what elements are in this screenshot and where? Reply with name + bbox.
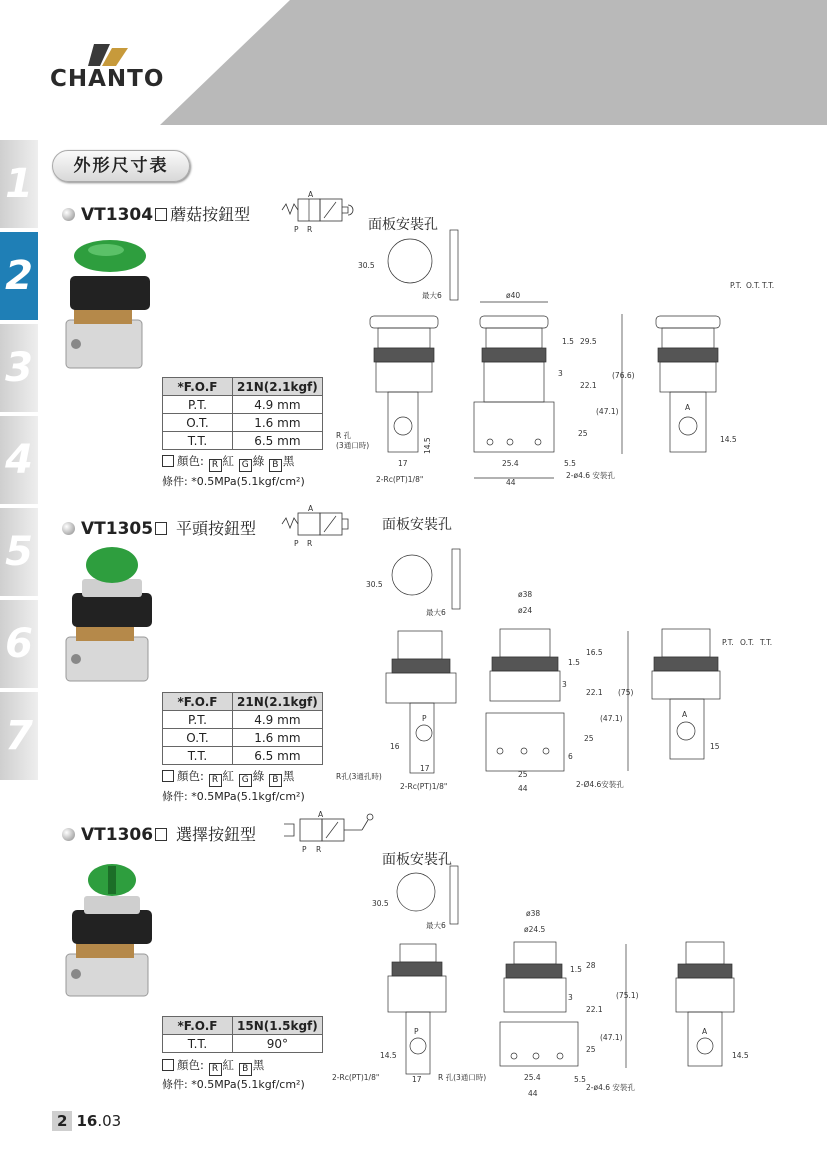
dim-label: 2-ø4.6 安裝孔 <box>566 471 615 480</box>
dim-label: 14.5 <box>380 1051 397 1060</box>
dim-label: 25 <box>518 770 528 779</box>
spec-table-vt1306 <box>162 1016 323 1053</box>
panel-hole-label: 面板安裝孔 <box>382 517 452 533</box>
chapter-chip: 2 <box>52 1111 72 1131</box>
spec-key: P.T. <box>163 711 233 729</box>
table-row <box>163 396 323 414</box>
dim-label: 3 <box>562 680 567 689</box>
product-photo-vt1306 <box>62 860 162 1000</box>
version-major: 16 <box>76 1112 98 1130</box>
spec-value: 90° <box>233 1035 323 1053</box>
dim-label: 25 <box>578 429 588 438</box>
spec-key: T.T. <box>163 1035 233 1053</box>
dim-label: ø40 <box>506 291 521 300</box>
option-box-icon <box>155 522 167 535</box>
dim-label: 1.5 <box>570 965 582 974</box>
condition-note: 條件: *0.5MPa(5.1kgf/cm²) <box>162 475 305 488</box>
spec-value: 1.6 mm <box>233 729 323 747</box>
dim-label: 最大6 <box>422 291 442 300</box>
model-type: 選擇按鈕型 <box>176 825 257 844</box>
dim-label: 44 <box>518 784 528 793</box>
dim-label: 17 <box>412 1075 422 1084</box>
dim-label: 5.5 <box>574 1075 586 1084</box>
table-row <box>163 747 323 765</box>
color-name: 紅 <box>222 769 235 783</box>
spec-key: *F.O.F <box>163 378 233 396</box>
dim-label: ø38 <box>518 590 533 599</box>
dim-label: 最大6 <box>426 608 446 617</box>
spec-value: 21N(2.1kgf) <box>233 378 323 396</box>
spec-value: 6.5 mm <box>233 747 323 765</box>
checkbox-icon <box>162 770 174 782</box>
dim-label: 1.5 <box>568 658 580 667</box>
color-name: 綠 <box>252 769 265 783</box>
dim-label: ø24 <box>518 606 533 615</box>
symbol-r: R <box>307 225 313 234</box>
brand-logo: CHANTO <box>50 66 165 92</box>
flat-button <box>86 547 138 583</box>
valve-symbol-icon <box>282 808 376 858</box>
dim-label: 3 <box>568 993 573 1002</box>
dimension-drawing-vt1306 <box>330 862 800 1102</box>
dim-label: 14.5 <box>423 437 432 454</box>
spec-value: 15N(1.5kgf) <box>233 1017 323 1035</box>
bullet-icon <box>62 208 75 221</box>
dim-label: 22.1 <box>586 688 603 697</box>
color-code: R <box>209 1063 222 1076</box>
model-heading-vt1306 <box>62 822 256 845</box>
spec-value: 21N(2.1kgf) <box>233 693 323 711</box>
chapter-tab-5[interactable]: 5 <box>0 508 38 596</box>
table-row <box>163 378 323 396</box>
dim-label: A <box>702 1027 708 1036</box>
symbol-p: P <box>294 225 299 234</box>
color-options-vt1306 <box>162 1057 264 1076</box>
panel-hole-label: 面板安裝孔 <box>382 852 452 868</box>
model-heading-vt1305 <box>62 516 256 539</box>
table-row <box>163 1017 323 1035</box>
color-code: B <box>269 459 282 472</box>
dim-label: 22.1 <box>586 1005 603 1014</box>
symbol-r: R <box>316 845 322 854</box>
symbol-a: A <box>318 810 324 819</box>
color-code: G <box>239 774 252 787</box>
dim-label: O.T. <box>746 281 761 290</box>
chapter-tab-4[interactable]: 4 <box>0 416 38 504</box>
color-code: G <box>239 459 252 472</box>
chapter-tab-2[interactable]: 2 <box>0 232 38 320</box>
dim-label: 44 <box>506 478 516 487</box>
dim-label: 14.5 <box>720 435 737 444</box>
spec-key: O.T. <box>163 729 233 747</box>
spec-value: 1.6 mm <box>233 414 323 432</box>
dim-label: T.T. <box>760 638 773 647</box>
color-code: B <box>269 774 282 787</box>
spec-key: *F.O.F <box>163 693 233 711</box>
dimension-drawing-vt1305 <box>330 545 800 800</box>
dim-label: ø24.5 <box>524 925 546 934</box>
color-code: R <box>209 459 222 472</box>
spec-key: O.T. <box>163 414 233 432</box>
model-heading-vt1304 <box>62 202 250 225</box>
dim-label: (47.1) <box>600 714 623 723</box>
spec-table-vt1304 <box>162 377 323 450</box>
dim-label: 1.5 <box>562 337 574 346</box>
product-photo-vt1304 <box>62 232 162 372</box>
dim-label: O.T. <box>740 638 755 647</box>
dim-label: 29.5 <box>580 337 597 346</box>
spec-key: T.T. <box>163 747 233 765</box>
dim-label: P <box>414 1027 419 1036</box>
dimension-drawing-vt1304 <box>330 228 800 490</box>
header-banner <box>0 0 827 125</box>
dim-label: P.T. <box>730 281 742 290</box>
dim-label: (76.6) <box>612 371 635 380</box>
color-name: 黑 <box>252 1058 265 1072</box>
dim-label: 25 <box>584 734 594 743</box>
dim-label: A <box>682 710 688 719</box>
dim-label: A <box>685 403 691 412</box>
panel-hole-label: 面板安裝孔 <box>368 217 438 233</box>
model-type: 平頭按鈕型 <box>176 519 257 538</box>
dim-label: 最大6 <box>426 921 446 930</box>
chanto-logo-mark <box>88 44 128 66</box>
model-code: VT1306 <box>81 825 154 845</box>
chapter-tab-7[interactable]: 7 <box>0 692 38 780</box>
dim-label: (3通口時) <box>336 441 370 450</box>
model-code: VT1304 <box>81 205 154 225</box>
color-name: 黑 <box>282 769 295 783</box>
dim-label: 2-Rc(PT)1/8" <box>400 782 448 791</box>
model-code: VT1305 <box>81 519 154 539</box>
symbol-p: P <box>294 539 299 548</box>
dim-label: (75) <box>618 688 634 697</box>
checkbox-icon <box>162 1059 174 1071</box>
color-options-vt1305 <box>162 768 294 787</box>
chapter-tab-1[interactable]: 1 <box>0 140 38 228</box>
option-box-icon <box>155 828 167 841</box>
dim-label: 2-Rc(PT)1/8" <box>376 475 424 484</box>
bullet-icon <box>62 828 75 841</box>
spec-value: 4.9 mm <box>233 396 323 414</box>
dim-label: 30.5 <box>366 580 383 589</box>
dim-label: 25.4 <box>524 1073 541 1082</box>
chapter-tab-3[interactable]: 3 <box>0 324 38 412</box>
table-row <box>163 414 323 432</box>
color-name: 紅 <box>222 1058 235 1072</box>
condition-note: 條件: *0.5MPa(5.1kgf/cm²) <box>162 790 305 803</box>
colors-label: 顏色: <box>177 454 204 468</box>
color-name: 紅 <box>222 454 235 468</box>
table-row <box>163 693 323 711</box>
page-number <box>52 1111 121 1131</box>
dim-label: (47.1) <box>596 407 619 416</box>
dim-label: 25.4 <box>502 459 519 468</box>
dim-label: 16.5 <box>586 648 603 657</box>
dim-label: 15 <box>710 742 720 751</box>
dim-label: 25 <box>586 1045 596 1054</box>
dim-label: 17 <box>398 459 408 468</box>
dim-label: 30.5 <box>358 261 375 270</box>
section-title: 外形尺寸表 <box>52 150 190 182</box>
dim-label: (47.1) <box>600 1033 623 1042</box>
dim-label: P.T. <box>722 638 734 647</box>
dim-label: 2-Rc(PT)1/8" <box>332 1073 380 1082</box>
dim-label: 16 <box>390 742 400 751</box>
dim-label: 5.5 <box>564 459 576 468</box>
color-code: B <box>239 1063 252 1076</box>
color-name: 綠 <box>252 454 265 468</box>
spec-value: 4.9 mm <box>233 711 323 729</box>
dim-label: P <box>422 714 427 723</box>
symbol-a: A <box>308 190 314 199</box>
dim-label: 3 <box>558 369 563 378</box>
table-row <box>163 729 323 747</box>
bullet-icon <box>62 522 75 535</box>
spec-value: 6.5 mm <box>233 432 323 450</box>
chapter-tab-6[interactable]: 6 <box>0 600 38 688</box>
table-row <box>163 1035 323 1053</box>
dim-label: ø38 <box>526 909 541 918</box>
option-box-icon <box>155 208 167 221</box>
model-type: 蘑菇按鈕型 <box>170 205 251 224</box>
dim-label: 30.5 <box>372 899 389 908</box>
dim-label: 44 <box>528 1089 538 1098</box>
condition-note: 條件: *0.5MPa(5.1kgf/cm²) <box>162 1078 305 1091</box>
table-row <box>163 711 323 729</box>
spec-key: T.T. <box>163 432 233 450</box>
dim-label: T.T. <box>762 281 775 290</box>
dim-label: 2-ø4.6 安裝孔 <box>586 1083 635 1092</box>
symbol-a: A <box>308 504 314 513</box>
dim-label: 17 <box>420 764 430 773</box>
symbol-p: P <box>302 845 307 854</box>
dim-label: (75.1) <box>616 991 639 1000</box>
dim-label: 28 <box>586 961 596 970</box>
color-options-vt1304 <box>162 453 294 472</box>
color-code: R <box>209 774 222 787</box>
spec-key: P.T. <box>163 396 233 414</box>
dim-label: R 孔 <box>336 431 352 440</box>
spec-table-vt1305 <box>162 692 323 765</box>
checkbox-icon <box>162 455 174 467</box>
version-minor: .03 <box>97 1112 122 1130</box>
colors-label: 顏色: <box>177 1058 204 1072</box>
spec-key: *F.O.F <box>163 1017 233 1035</box>
dim-label: 14.5 <box>732 1051 749 1060</box>
symbol-r: R <box>307 539 313 548</box>
product-photo-vt1305 <box>62 545 162 685</box>
color-name: 黑 <box>282 454 295 468</box>
dim-label: 6 <box>568 752 573 761</box>
colors-label: 顏色: <box>177 769 204 783</box>
table-row <box>163 432 323 450</box>
dim-label: R 孔(3通口時) <box>438 1073 487 1082</box>
dim-label: 2-Ø4.6安裝孔 <box>576 780 624 789</box>
dim-label: 22.1 <box>580 381 597 390</box>
dim-label: R孔(3通孔時) <box>336 772 382 781</box>
